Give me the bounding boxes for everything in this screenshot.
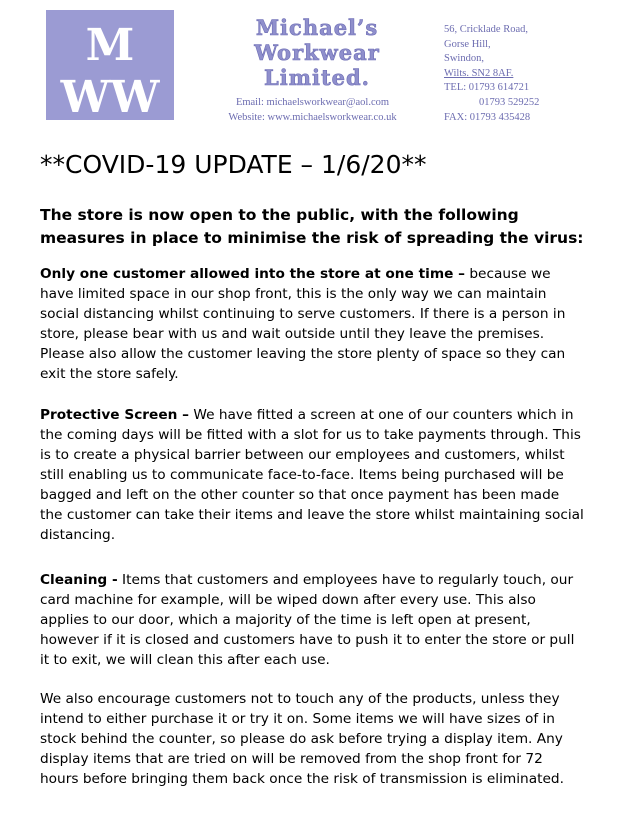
paragraph-text: We have fitted a screen at one of our counters which in the coming days will be fitted with a slot for us to take payments through. This is to create a physical barrier between our employees and customers, whilst still enabling us to communicate face-to-face. Items being purchased will be bagged and left on the other counter so that once payment has been made the customer can take their items and leave the store whilst maintaining social distancing. [40, 407, 584, 543]
paragraph-text: Items that customers and employees have to regularly touch, our card machine for example, will be wiped down after every use. This also applies to our door, which a majority of the time is left open at present, however if it is closed and customers have to push it to enter the store or pull it to exit, we will clean this after each use. [40, 572, 575, 668]
paragraph-heading: Cleaning - [40, 572, 118, 588]
intro-paragraph: The store is now open to the public, with the following measures in place to minimise the risk of spreading the virus: [40, 206, 584, 247]
paragraph-text: because we have limited space in our shop front, this is the only way we can maintain social distancing whilst continuing to serve customers. If there is a person in store, please bear with us and wait outside until they leave the premises. Please also allow the customer leaving the store plenty of space so they can exit the store safely. [40, 266, 566, 382]
address-line: Gorse Hill, [444, 38, 491, 50]
document-title: **COVID-19 UPDATE – 1/6/20** [40, 150, 427, 179]
paragraph-heading: Only one customer allowed into the store at one time – [40, 266, 465, 282]
company-name-line: Michael’s [255, 15, 379, 40]
address-line: Swindon, [444, 53, 484, 65]
address-line: 56, Cricklade Road, [444, 24, 528, 35]
address-postcode: Wilts. SN2 8AF. [444, 67, 514, 79]
company-name [212, 15, 422, 90]
company-address [444, 23, 614, 125]
company-name-line: Limited. [264, 65, 370, 90]
paragraph-one-customer [40, 264, 585, 384]
company-name-line: Workwear [254, 40, 380, 65]
paragraph-products [40, 689, 585, 789]
paragraph-text: We also encourage customers not to touch any of the products, unless they intend to either purchase it or try it on. Some items we will have sizes of in stock behind the counter, so please do ask before trying a display item. Any display items that are tried on will be removed from the shop front for 72 hours before bringing them back once the risk of transmission is eliminated. [40, 691, 564, 787]
fax-number: FAX: 01793 435428 [444, 111, 531, 123]
telephone-2: 01793 529252 [479, 96, 540, 108]
contact-details [205, 95, 420, 125]
paragraph-protective-screen [40, 405, 585, 545]
company-logo [46, 10, 174, 120]
email-line: Email: michaelsworkwear@aol.com [235, 97, 390, 108]
logo-letter-m: M [85, 20, 135, 71]
logo-letters-ww: WW [60, 72, 160, 120]
website-line: Website: www.michaelsworkwear.co.uk [228, 112, 397, 123]
telephone-1: TEL: 01793 614721 [444, 82, 530, 94]
paragraph-cleaning [40, 570, 585, 670]
paragraph-heading: Protective Screen – [40, 407, 189, 423]
